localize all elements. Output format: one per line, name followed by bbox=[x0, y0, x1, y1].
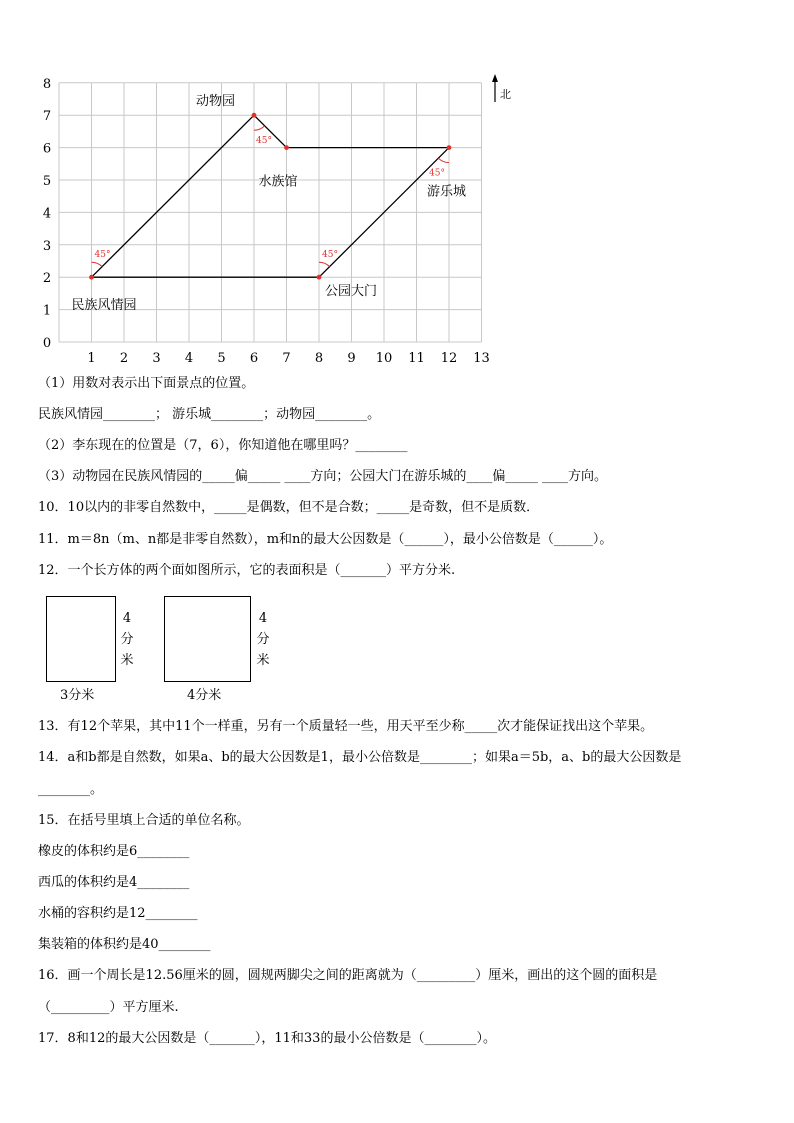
question-15-b: 西瓜的体积约是4________ bbox=[38, 875, 190, 890]
place-label: 公园大门 bbox=[325, 284, 378, 300]
x-tick-label: 6 bbox=[249, 351, 259, 366]
question-15: 15．在括号里填上合适的单位名称。 bbox=[38, 813, 250, 828]
question-15-a: 橡皮的体积约是6________ bbox=[38, 844, 190, 859]
y-tick-label: 2 bbox=[42, 271, 52, 287]
question-9-3: （3）动物园在民族风情园的_____偏_____ ____方向；公园大门在游乐城的____偏_____ ____方向。 bbox=[38, 469, 608, 484]
question-14: 14．a和b都是自然数，如果a、b的最大公因数是1，最小公倍数是________；如果a＝5b，a、b的最大公因数是 bbox=[38, 750, 682, 765]
y-tick-label: 8 bbox=[42, 76, 52, 92]
face1-side-label: 4 分 米 bbox=[120, 611, 134, 668]
y-tick-label: 5 bbox=[42, 174, 52, 189]
x-tick-label: 9 bbox=[347, 351, 356, 366]
x-tick-label: 4 bbox=[184, 351, 194, 366]
y-tick-label: 0 bbox=[42, 336, 52, 351]
angle-label: 45° bbox=[322, 250, 338, 261]
place-label: 游乐城 bbox=[427, 184, 467, 200]
question-9-2: （2）李东现在的位置是（7，6），你知道他在哪里吗？________ bbox=[38, 438, 408, 453]
place-point bbox=[447, 145, 452, 150]
place-label: 民族风情园 bbox=[71, 298, 137, 314]
face-rect-1 bbox=[46, 596, 116, 682]
question-15-c: 水桶的容积约是12________ bbox=[38, 906, 198, 921]
place-label: 动物园 bbox=[196, 94, 236, 110]
north-arrow-head-icon bbox=[492, 74, 498, 82]
question-16-cont: （_________）平方厘米. bbox=[38, 1000, 179, 1015]
question-13: 13．有12个苹果，其中11个一样重，另有一个质量轻一些，用天平至少称_____次才能保证找出这个苹果。 bbox=[38, 719, 654, 734]
y-tick-label: 3 bbox=[42, 238, 52, 254]
place-point bbox=[252, 113, 257, 118]
x-tick-label: 12 bbox=[440, 351, 458, 366]
question-14-cont: ________。 bbox=[38, 782, 104, 797]
angle-arc-icon bbox=[92, 262, 103, 266]
question-17: 17．8和12的最大公因数是（_______），11和33的最小公倍数是（________）。 bbox=[38, 1031, 496, 1046]
question-9-1: （1）用数对表示出下面景点的位置。 bbox=[38, 376, 255, 391]
place-point bbox=[89, 275, 94, 280]
place-point bbox=[317, 275, 322, 280]
y-tick-label: 6 bbox=[42, 141, 52, 157]
question-10: 10．10以内的非零自然数中，_____是偶数，但不是合数；_____是奇数，但不是质数． bbox=[38, 500, 540, 515]
question-12: 12．一个长方体的两个面如图所示，它的表面积是（_______）平方分米. bbox=[38, 563, 456, 578]
x-tick-label: 2 bbox=[119, 351, 129, 366]
place-label: 水族馆 bbox=[258, 174, 298, 190]
x-tick-label: 8 bbox=[314, 351, 324, 366]
angle-label: 45° bbox=[429, 168, 445, 179]
coordinate-map bbox=[0, 0, 794, 370]
y-tick-label: 4 bbox=[42, 206, 52, 222]
face-rect-2 bbox=[164, 596, 251, 682]
angle-arc-icon bbox=[254, 126, 265, 130]
x-tick-label: 10 bbox=[375, 351, 393, 366]
x-tick-label: 7 bbox=[282, 351, 291, 366]
angle-arc-icon bbox=[319, 262, 330, 266]
x-tick-label: 11 bbox=[408, 351, 425, 366]
question-15-d: 集装箱的体积约是40________ bbox=[38, 937, 211, 952]
question-11: 11．m＝8n（m、n都是非零自然数），m和n的最大公因数是（______），最小公倍数是（______）。 bbox=[38, 532, 613, 547]
question-9-1-blanks: 民族风情园________； 游乐城________；动物园________。 bbox=[38, 407, 381, 422]
x-tick-label: 13 bbox=[473, 351, 490, 366]
question-16: 16．画一个周长是12.56厘米的圆，圆规两脚尖之间的距离就为（_________）厘米，画出的这个圆的面积是 bbox=[38, 968, 658, 983]
route-line bbox=[92, 115, 255, 277]
x-tick-label: 5 bbox=[217, 351, 226, 366]
place-point bbox=[284, 145, 289, 150]
north-label: 北 bbox=[500, 88, 511, 101]
face1-bottom-label: 3分米 bbox=[60, 688, 95, 703]
face2-bottom-label: 4分米 bbox=[187, 688, 222, 703]
angle-label: 45° bbox=[94, 250, 111, 261]
x-tick-label: 3 bbox=[152, 351, 161, 366]
angle-arc-icon bbox=[438, 158, 449, 162]
angle-label: 45° bbox=[256, 136, 272, 147]
face2-side-label: 4 分 米 bbox=[256, 611, 270, 668]
x-tick-label: 1 bbox=[87, 351, 96, 366]
y-tick-label: 1 bbox=[42, 303, 52, 319]
y-tick-label: 7 bbox=[42, 109, 52, 125]
